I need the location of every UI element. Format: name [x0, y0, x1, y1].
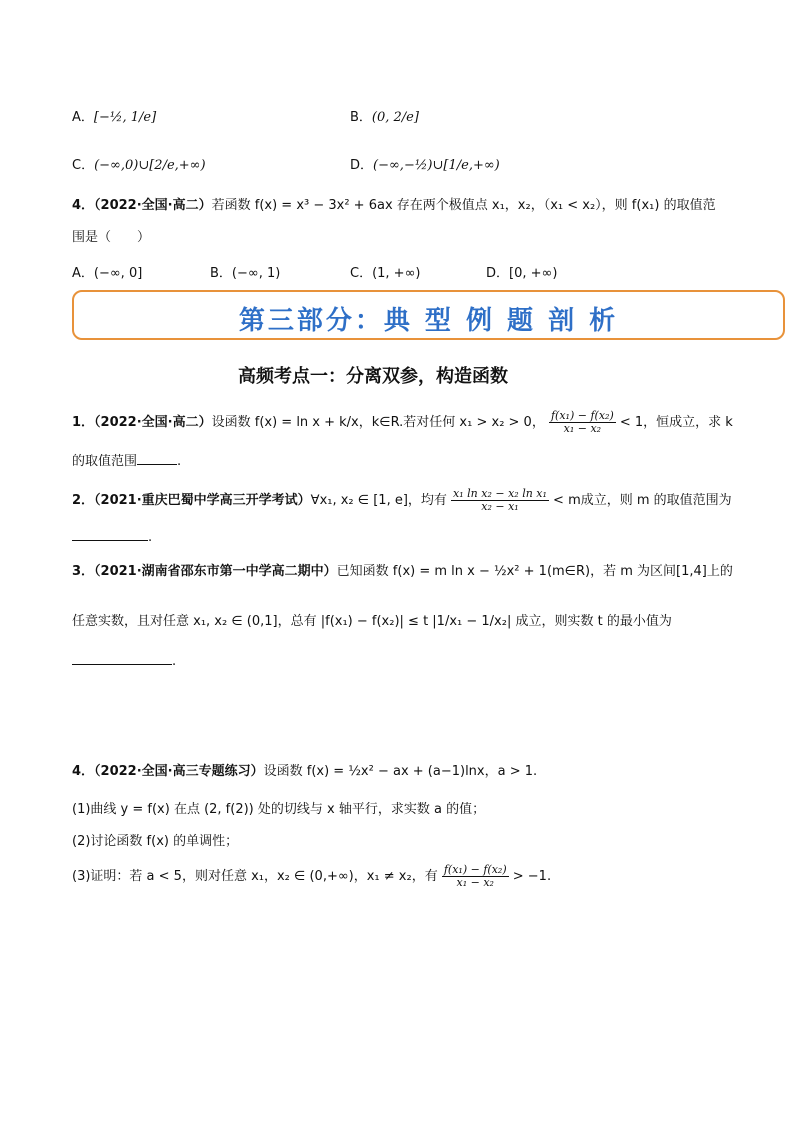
- problem-source: （2021·重庆巴蜀中学高三开学考试）: [94, 493, 311, 508]
- option-label: C．: [72, 158, 95, 173]
- problem-text: 设函数 f(x) = ½x² − ax + (a−1)lnx，a > 1.: [263, 764, 538, 779]
- fraction-denominator: x₁ − x₂: [563, 422, 602, 435]
- problem-2-line2: [72, 528, 152, 548]
- problem-number: 1．: [72, 415, 95, 430]
- answer-blank[interactable]: [137, 452, 177, 465]
- problem-2: [72, 488, 732, 513]
- problem-source: （2022·全国·高三专题练习）: [94, 764, 264, 779]
- problem-source: （2021·湖南省邵东市第一中学高二期中）: [94, 564, 337, 579]
- question-text: 若函数 f(x) = x³ − 3x² + 6ax 存在两个极值点 x₁，x₂，（x₁ < x₂），则 f(x₁) 的取值范: [211, 198, 716, 213]
- q4-option-a: A．(−∞, 0]: [72, 266, 143, 281]
- problem-3-line3: [72, 652, 176, 672]
- option-expr: (0, 2/e]: [371, 110, 419, 125]
- problem-number: 3．: [72, 564, 95, 579]
- answer-blank[interactable]: [72, 528, 148, 541]
- answer-blank[interactable]: [72, 652, 172, 665]
- section-heading: 高频考点一：分离双参，构造函数: [238, 366, 508, 387]
- problem-1: [72, 410, 733, 435]
- problem-3-line2: [72, 612, 672, 632]
- problem-4: [72, 762, 537, 782]
- option-expr: [−½, 1/e]: [93, 110, 157, 125]
- problem-source: （2022·全国·高二）: [94, 415, 212, 430]
- option-a: [72, 106, 156, 125]
- problem-text: 已知函数 f(x) = m ln x − ½x² + 1(m∈R)，若 m 为区间[1,4]上的: [336, 564, 733, 579]
- problem-text: 设函数 f(x) = ln x + k/x，k∈R.若对任何 x₁ > x₂ > 0，: [211, 415, 545, 430]
- problem-text: ∀x₁, x₂ ∈ [1, e]，均有: [310, 493, 447, 508]
- q4-option-c: C．(1, +∞): [350, 266, 421, 281]
- question-number: 4．: [72, 198, 95, 213]
- option-d: [350, 154, 500, 173]
- option-expr: (−∞,−½)∪[1/e,+∞): [373, 158, 500, 173]
- fraction-numerator: f(x₁) − f(x₂): [443, 863, 507, 876]
- fraction-numerator: f(x₁) − f(x₂): [550, 409, 614, 422]
- fraction-denominator: x₁ − x₂: [456, 876, 494, 889]
- question-text: 围是（ ）: [72, 230, 151, 245]
- option-label: B．: [350, 110, 372, 125]
- fraction: [442, 864, 509, 889]
- option-label: D．: [350, 158, 374, 173]
- problem-4-sub2: (2)讨论函数 f(x) 的单调性；: [72, 834, 239, 849]
- problem-1-line2: [72, 452, 181, 472]
- problem-text: (3)证明：若 a < 5，则对任意 x₁，x₂ ∈ (0,+∞)，x₁ ≠ x₂，有: [72, 869, 438, 884]
- problem-text: < 1，恒成立，求 k: [619, 415, 733, 430]
- section-banner: [72, 290, 785, 340]
- problem-text: > −1.: [512, 869, 552, 884]
- problem-text: .: [148, 530, 153, 545]
- option-expr: (−∞,0)∪[2/e,+∞): [94, 158, 206, 173]
- problem-number: 2．: [72, 493, 95, 508]
- problem-text: .: [177, 454, 182, 469]
- problem-text: < m成立，则 m 的取值范围为: [553, 493, 732, 508]
- question-4-top-line2: [72, 228, 150, 248]
- q4-option-d: D．[0, +∞): [486, 266, 558, 281]
- option-c: [72, 154, 206, 173]
- problem-text: 的取值范围: [72, 454, 138, 469]
- question-4-top: [72, 196, 716, 216]
- banner-title: 第三部分：典 型 例 题 剖 析: [238, 306, 619, 336]
- option-b: [350, 106, 419, 125]
- fraction-denominator: x₂ − x₁: [481, 500, 519, 513]
- fraction-numerator: x₁ ln x₂ − x₂ ln x₁: [453, 487, 547, 500]
- fraction: [451, 488, 549, 513]
- problem-4-sub1: (1)曲线 y = f(x) 在点 (2, f(2)) 处的切线与 x 轴平行，求实数 a 的值；: [72, 802, 486, 817]
- q4-option-b: B．(−∞, 1): [210, 266, 281, 281]
- question-source: （2022·全国·高二）: [94, 198, 212, 213]
- problem-number: 4．: [72, 764, 95, 779]
- option-label: A．: [72, 110, 94, 125]
- fraction: [549, 410, 616, 435]
- problem-text: 任意实数，且对任意 x₁, x₂ ∈ (0,1]，总有 |f(x₁) − f(x₂)| ≤ t |1/x₁ − 1/x₂| 成立，则实数 t 的最小值为: [72, 614, 672, 629]
- problem-4-sub3: [72, 864, 551, 889]
- problem-3: [72, 562, 733, 582]
- problem-text: .: [172, 654, 177, 669]
